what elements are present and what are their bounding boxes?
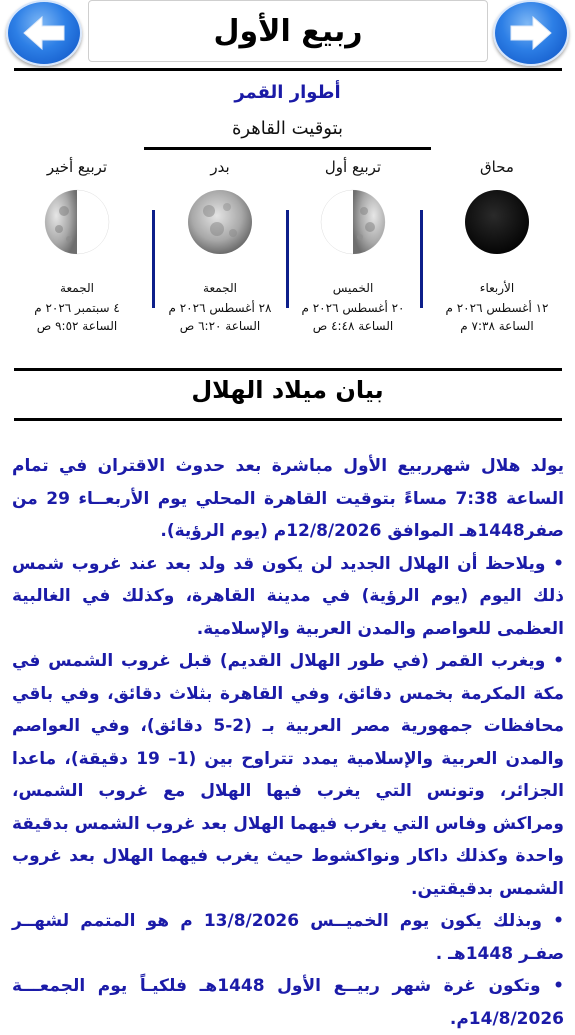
page-title: ربيع الأول <box>213 13 363 49</box>
crescent-statement <box>12 450 564 1035</box>
moon-phase-first-quarter <box>288 155 418 333</box>
divider <box>144 147 431 150</box>
statement-paragraph: • ويغرب القمر (في طور الهلال القديم) قبل غروب الشمس في مكة المكرمة بخمس دقائق، وفي القاهرة بثلاث دقائق، وفي باقي محافظات جمهورية مصر العربية بـ (2-5 دقائق)، وفي العواصم والمدن العربية والإسلامية يمدد تتراوح بين (1– 19 دقيقة)، ماعدا الجزائر، وتونس التي يغرب فيها الهلال مع غروب الشمس، ومراكش وفاس التي يغرب فيهما الهلال بعد غروب الشمس بدقيقة واحدة وكذلك داكار ونواكشوط حيث يغرب فيهما الهلال بعد غروب الشمس بدقيقتين. <box>12 651 565 899</box>
arrow-left-icon <box>22 15 66 51</box>
moon-phase-full <box>155 155 285 333</box>
statement-paragraph: يولد هلال شهرربيع الأول مباشرة بعد حدوث الاقتران في تمام الساعة 7:38 مساءً بتوقيت القاهرة المحلي يوم الأربعــاء 29 من صفر1448هـ الموافق 12/8/2026م (يوم الرؤية). <box>12 456 564 541</box>
last-quarter-moon-icon <box>44 189 110 255</box>
full-moon-icon <box>187 189 253 255</box>
phase-day: الجمعة <box>203 281 237 295</box>
phase-time: الساعة ٩:٥٢ ص <box>36 319 118 333</box>
divider <box>14 368 562 371</box>
header-bar <box>0 0 575 70</box>
phase-day: الخميس <box>332 281 374 295</box>
arrow-right-icon <box>509 15 553 51</box>
moon-phases-subtitle: بتوقيت القاهرة <box>231 118 344 139</box>
phase-divider <box>286 210 289 308</box>
phase-time: الساعة ٤:٤٨ ص <box>312 319 394 333</box>
forward-button[interactable] <box>493 0 569 66</box>
phase-name: تربيع أول <box>324 158 382 176</box>
divider <box>14 68 562 71</box>
moon-phases-title: أطوار القمر <box>234 82 341 103</box>
phase-name: بدر <box>210 158 230 176</box>
phase-time: الساعة ٦:٢٠ ص <box>179 319 261 333</box>
phase-divider <box>420 210 423 308</box>
phase-day: الأربعاء <box>479 281 515 295</box>
phase-name: محاق <box>480 158 514 176</box>
crescent-section-title: بيان ميلاد الهلال <box>191 376 384 404</box>
phase-time: الساعة ٧:٣٨ م <box>460 319 534 333</box>
phase-day: الجمعة <box>60 281 94 295</box>
phase-name: تربيع أخير <box>46 158 108 176</box>
moon-phase-last-quarter <box>12 155 142 333</box>
divider <box>14 418 562 421</box>
first-quarter-moon-icon <box>320 189 386 255</box>
page-title-box <box>88 0 488 62</box>
phase-date: ١٢ أغسطس ٢٠٢٦ م <box>445 301 549 315</box>
phase-divider <box>152 210 155 308</box>
new-moon-icon <box>464 189 530 255</box>
phase-date: ٤ سبتمبر ٢٠٢٦ م <box>34 301 120 315</box>
moon-phase-new <box>432 155 562 333</box>
phase-date: ٢٨ أغسطس ٢٠٢٦ م <box>168 301 272 315</box>
back-button[interactable] <box>6 0 82 66</box>
statement-paragraph: • وتكون غرة شهر ربيــع الأول 1448هـ فلكيـاً يوم الجمعـــة 14/8/2026م. <box>12 976 564 1029</box>
phase-date: ٢٠ أغسطس ٢٠٢٦ م <box>301 301 405 315</box>
statement-paragraph: • ويلاحظ أن الهلال الجديد لن يكون قد ولد بعد عند غروب شمس ذلك اليوم (يوم الرؤية) في مدينة القاهرة، وكذلك في الغالبية العظمى للعواصم والمدن العربية والإسلامية. <box>12 553 564 639</box>
statement-paragraph: • وبذلك يكون يوم الخميــس 13/8/2026 م هو المتمم لشهــر صفـر 1448هـ . <box>12 911 564 964</box>
